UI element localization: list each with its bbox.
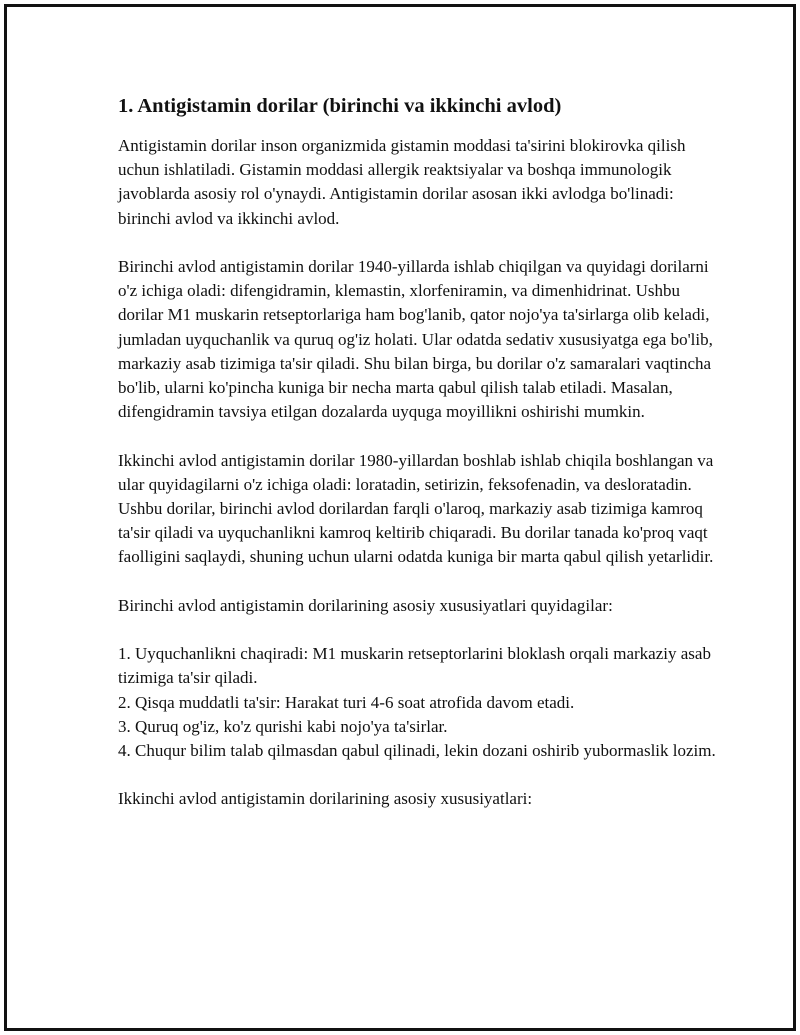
document-body <box>118 92 718 836</box>
feature-list <box>118 642 718 763</box>
list-item: 1. Uyquchanlikni chaqiradi: M1 muskarin retseptorlarini bloklash orqali markaziy asab tizimiga ta'sir qiladi. <box>118 644 711 688</box>
list-item: 2. Qisqa muddatli ta'sir: Harakat turi 4-6 soat atrofida davom etadi. <box>118 692 575 712</box>
list-item: 3. Quruq og'iz, ko'z qurishi kabi nojo'ya ta'sirlar. <box>118 716 448 736</box>
paragraph-first-generation-features-intro: Birinchi avlod antigistamin dorilarining asosiy xususiyatlari quyidagilar: <box>118 595 613 615</box>
list-item: 4. Chuqur bilim talab qilmasdan qabul qilinadi, lekin dozani oshirib yubormaslik lozim. <box>118 741 716 761</box>
paragraph-intro: Antigistamin dorilar inson organizmida gistamin moddasi ta'sirini blokirovka qilish uchun ishlatiladi. Gistamin moddasi allergik reaktsiyalar va boshqa immunologik javoblarda asosiy rol o'ynaydi. Antigistamin dorilar asosan ikki avlodga bo'linadi: birinchi avlod va ikkinchi avlod. <box>118 136 686 228</box>
paragraph-first-generation: Birinchi avlod antigistamin dorilar 1940-yillarda ishlab chiqilgan va quyidagi dorilarni o'z ichiga oladi: difengidramin, klemastin, xlorfeniramin, va dimenhidrinat. Ushbu dorilar M1 muskarin retseptorlariga ham bog'lanib, qator nojo'ya ta'sirlarga olib keladi, jumladan uyquchanlik va quruq og'iz holati. Ular odatda sedativ xususiyatga ega bo'lib, markaziy asab tizimiga ta'sir qiladi. Shu bilan birga, bu dorilar o'z samaralari vaqtincha bo'lib, ularni ko'pincha kuniga bir necha marta qabul qilish talab etiladi. Masalan, difengidramin tavsiya etilgan dozalarda uyquga moyillikni oshirishi mumkin. <box>118 257 713 422</box>
section-heading: 1. Antigistamin dorilar (birinchi va ikkinchi avlod) <box>118 95 562 117</box>
paragraph-second-generation-features-intro: Ikkinchi avlod antigistamin dorilarining asosiy xususiyatlari: <box>118 789 533 809</box>
paragraph-second-generation: Ikkinchi avlod antigistamin dorilar 1980-yillardan boshlab ishlab chiqila boshlangan va ular quyidagilarni o'z ichiga oladi: loratadin, setirizin, feksofenadin, va desloratadin. Ushbu dorilar, birinchi avlod dorilardan farqli o'laroq, markaziy asab tizimiga kamroq ta'sir qiladi va uyquchanlikni kamroq keltirib chiqaradi. Bu dorilar tanada ko'proq vaqt faolligini saqlaydi, shuning uchun ularni odatda kuniga bir marta qabul qilish yetarlidir. <box>118 450 714 567</box>
